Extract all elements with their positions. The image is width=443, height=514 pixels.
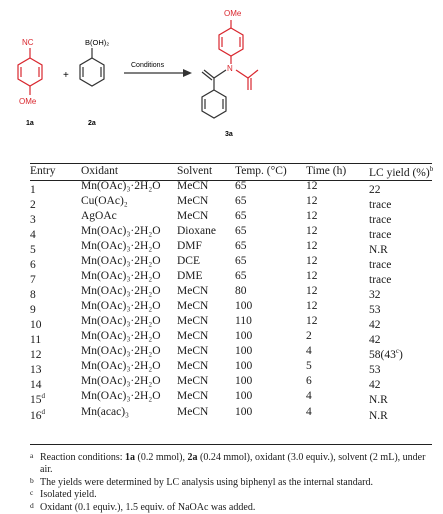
methoxy-group-label: OMe <box>19 97 37 106</box>
header-time: Time (h) <box>306 164 347 177</box>
entry-cell <box>30 301 81 316</box>
temp-cell <box>235 211 306 226</box>
table-bottom-rule <box>30 444 432 445</box>
oxidant-cell <box>81 316 177 331</box>
footnote-mark: a <box>30 451 34 460</box>
temp-cell-text: 100 <box>235 360 253 373</box>
time-cell <box>306 376 369 391</box>
header-yield-text: LC yield (%) <box>369 166 430 179</box>
oxidant-cell-text: Mn(OAc)₃·2H₂O <box>81 330 161 343</box>
entry-cell <box>30 407 81 422</box>
footnote-text: (0.24 mmol), oxidant (3.0 equiv.), solvent (2 mL), under air. <box>40 452 426 476</box>
yield-cell-text: N.R <box>369 394 388 407</box>
product-methoxy-label: OMe <box>224 9 242 18</box>
optimization-table <box>30 163 443 422</box>
temp-cell-text: 65 <box>235 240 247 253</box>
entry-cell <box>30 316 81 331</box>
solvent-cell-text: MeCN <box>177 300 209 313</box>
entry-cell-sup: d <box>41 392 45 401</box>
entry-cell <box>30 391 81 406</box>
table-row <box>30 211 443 226</box>
entry-cell <box>30 181 81 196</box>
temp-cell <box>235 391 306 406</box>
plus-sign: + <box>63 70 69 81</box>
solvent-cell <box>177 301 235 316</box>
time-cell <box>306 286 369 301</box>
entry-cell-text: 6 <box>30 259 36 272</box>
time-cell-text: 4 <box>306 345 312 358</box>
yield-cell <box>369 316 443 331</box>
oxidant-cell <box>81 196 177 211</box>
solvent-cell <box>177 286 235 301</box>
time-cell <box>306 301 369 316</box>
time-cell-text: 12 <box>306 225 318 238</box>
yield-cell <box>369 256 443 271</box>
footnote-text: 1a <box>125 452 135 463</box>
yield-cell-text: 53 <box>369 364 381 377</box>
entry-cell <box>30 361 81 376</box>
oxidant-cell-text: Mn(OAc)₃·2H₂O <box>81 270 161 283</box>
entry-cell-text: 2 <box>30 198 36 211</box>
time-cell-text: 12 <box>306 285 318 298</box>
yield-cell <box>369 211 443 226</box>
oxidant-cell-text: Mn(OAc)₃·2H₂O <box>81 255 161 268</box>
time-cell-text: 5 <box>306 360 312 373</box>
entry-cell-text: 8 <box>30 289 36 302</box>
oxidant-cell-text: Mn(acac)₃ <box>81 405 130 418</box>
yield-cell <box>369 361 443 376</box>
entry-cell-text: 10 <box>30 319 42 332</box>
footnote-mark: c <box>30 488 34 498</box>
temp-cell <box>235 196 306 211</box>
boronic-acid-label: B(OH)₂ <box>85 38 110 47</box>
temp-cell <box>235 241 306 256</box>
footnote <box>30 452 434 477</box>
oxidant-cell <box>81 376 177 391</box>
oxidant-cell <box>81 241 177 256</box>
time-cell-text: 12 <box>306 270 318 283</box>
temp-cell <box>235 286 306 301</box>
oxidant-cell <box>81 181 177 196</box>
time-cell <box>306 241 369 256</box>
table-row <box>30 181 443 196</box>
solvent-cell <box>177 331 235 346</box>
oxidant-cell-text: Mn(OAc)₃·2H₂O <box>81 315 161 328</box>
temp-cell-text: 65 <box>235 225 247 238</box>
reactant-1a-structure <box>18 48 42 95</box>
oxidant-cell <box>81 361 177 376</box>
table-row <box>30 391 443 406</box>
header-oxidant: Oxidant <box>81 164 119 177</box>
yield-cell-text: 32 <box>369 289 381 302</box>
table-row <box>30 316 443 331</box>
entry-cell-text: 9 <box>30 304 36 317</box>
solvent-cell-text: MeCN <box>177 375 209 388</box>
footnote-text: The yields were determined by LC analysis using biphenyl as the internal standard. <box>40 476 373 488</box>
time-cell-text: 12 <box>306 210 318 223</box>
time-cell-text: 2 <box>306 330 312 343</box>
temp-cell-text: 65 <box>235 255 247 268</box>
temp-cell <box>235 181 306 196</box>
oxidant-cell-text: Mn(OAc)₃·2H₂O <box>81 375 161 388</box>
header-yield-sup: b <box>429 165 434 173</box>
yield-cell <box>369 407 443 422</box>
table-row <box>30 226 443 241</box>
table-row <box>30 331 443 346</box>
time-cell <box>306 196 369 211</box>
solvent-cell-text: MeCN <box>177 210 209 223</box>
oxidant-cell <box>81 211 177 226</box>
yield-cell-tail: ) <box>398 349 403 362</box>
oxidant-cell <box>81 271 177 286</box>
oxidant-cell <box>81 256 177 271</box>
entry-cell <box>30 271 81 286</box>
entry-cell-text: 3 <box>30 213 36 226</box>
time-cell <box>306 181 369 196</box>
time-cell <box>306 346 369 361</box>
temp-cell <box>235 376 306 391</box>
temp-cell <box>235 331 306 346</box>
entry-cell-text: 12 <box>30 349 42 362</box>
isocyanide-group-label: NC <box>22 38 34 47</box>
yield-cell-text: 53 <box>369 304 381 317</box>
conditions-label: Conditions <box>131 62 165 69</box>
solvent-cell-text: Dioxane <box>177 225 216 238</box>
solvent-cell-text: MeCN <box>177 405 209 418</box>
time-cell-text: 12 <box>306 240 318 253</box>
temp-cell <box>235 271 306 286</box>
entry-cell-text: 15 <box>30 394 42 407</box>
header-temp: Temp. (°C) <box>235 164 287 177</box>
header-yield <box>369 163 443 181</box>
temp-cell <box>235 346 306 361</box>
solvent-cell <box>177 256 235 271</box>
entry-cell-text: 1 <box>30 183 36 196</box>
temp-cell-text: 100 <box>235 375 253 388</box>
temp-cell-text: 100 <box>235 330 253 343</box>
solvent-cell <box>177 271 235 286</box>
time-cell-text: 12 <box>306 195 318 208</box>
footnote-mark: b <box>30 475 34 485</box>
temp-cell <box>235 256 306 271</box>
temp-cell-text: 100 <box>235 300 253 313</box>
temp-cell <box>235 226 306 241</box>
oxidant-cell-text: Mn(OAc)₃·2H₂O <box>81 225 161 238</box>
oxidant-cell-text: Mn(OAc)₃·2H₂O <box>81 345 161 358</box>
time-cell-text: 4 <box>306 405 312 418</box>
table-body <box>30 181 443 422</box>
solvent-cell <box>177 241 235 256</box>
temp-cell <box>235 361 306 376</box>
oxidant-cell-text: Mn(OAc)₃·2H₂O <box>81 390 161 403</box>
table-row <box>30 196 443 211</box>
solvent-cell <box>177 196 235 211</box>
oxidant-cell-text: Mn(OAc)₃·2H₂O <box>81 300 161 313</box>
yield-cell <box>369 271 443 286</box>
oxidant-cell-text: Cu(OAc)₂ <box>81 195 128 208</box>
temp-cell-text: 65 <box>235 195 247 208</box>
table-row <box>30 361 443 376</box>
entry-cell <box>30 211 81 226</box>
solvent-cell-text: MeCN <box>177 330 209 343</box>
footnote-text: (0.2 mmol), <box>135 452 188 463</box>
solvent-cell <box>177 361 235 376</box>
footnote-text: 2a <box>187 452 198 463</box>
table-row <box>30 346 443 361</box>
entry-cell <box>30 256 81 271</box>
oxidant-cell <box>81 407 177 422</box>
yield-cell <box>369 391 443 406</box>
solvent-cell-text: DME <box>177 270 203 283</box>
entry-cell-text: 13 <box>30 364 42 377</box>
entry-cell-sup: d <box>41 407 45 416</box>
entry-cell <box>30 346 81 361</box>
entry-cell-text: 7 <box>30 274 36 287</box>
compound-1a-label: 1a <box>26 120 34 127</box>
table-row <box>30 271 443 286</box>
entry-cell <box>30 196 81 211</box>
reaction-scheme <box>0 0 443 145</box>
table-row <box>30 286 443 301</box>
temp-cell-text: 110 <box>235 315 252 328</box>
yield-cell-text: trace <box>369 198 392 211</box>
yield-cell <box>369 286 443 301</box>
oxidant-cell-text: Mn(OAc)₃·2H₂O <box>81 180 161 193</box>
time-cell <box>306 407 369 422</box>
table-footnotes <box>30 452 434 514</box>
temp-cell <box>235 316 306 331</box>
footnote-text: Isolated yield. <box>40 489 97 501</box>
time-cell-text: 6 <box>306 375 312 388</box>
time-cell <box>306 391 369 406</box>
time-cell-text: 4 <box>306 390 312 403</box>
oxidant-cell-text: AgOAc <box>81 210 117 223</box>
time-cell <box>306 271 369 286</box>
entry-cell <box>30 376 81 391</box>
time-cell <box>306 361 369 376</box>
table-row <box>30 407 443 422</box>
solvent-cell-text: MeCN <box>177 345 209 358</box>
footnote <box>30 489 434 501</box>
temp-cell <box>235 407 306 422</box>
temp-cell-text: 100 <box>235 405 253 418</box>
oxidant-cell <box>81 286 177 301</box>
time-cell-text: 12 <box>306 315 318 328</box>
temp-cell-text: 100 <box>235 345 253 358</box>
oxidant-cell <box>81 301 177 316</box>
entry-cell-text: 14 <box>30 379 42 392</box>
yield-cell <box>369 226 443 241</box>
yield-cell-sup: c <box>395 347 399 356</box>
oxidant-cell-text: Mn(OAc)₃·2H₂O <box>81 240 161 253</box>
footnote-mark: d <box>30 500 34 510</box>
solvent-cell-text: MeCN <box>177 360 209 373</box>
yield-cell-text: 42 <box>369 334 381 347</box>
yield-cell <box>369 196 443 211</box>
yield-cell <box>369 331 443 346</box>
solvent-cell <box>177 346 235 361</box>
solvent-cell-text: MeCN <box>177 315 209 328</box>
yield-cell <box>369 301 443 316</box>
temp-cell-text: 100 <box>235 390 253 403</box>
table-row <box>30 256 443 271</box>
yield-cell-text: trace <box>369 274 392 287</box>
solvent-cell-text: DMF <box>177 240 202 253</box>
yield-cell <box>369 346 443 361</box>
temp-cell <box>235 301 306 316</box>
oxidant-cell <box>81 226 177 241</box>
compound-2a-label: 2a <box>88 120 96 127</box>
solvent-cell-text: MeCN <box>177 390 209 403</box>
header-entry: Entry <box>30 164 56 177</box>
yield-cell <box>369 181 443 196</box>
oxidant-cell <box>81 391 177 406</box>
yield-cell <box>369 241 443 256</box>
yield-cell-text: trace <box>369 213 392 226</box>
time-cell <box>306 226 369 241</box>
table-header-row <box>30 163 443 181</box>
time-cell-text: 12 <box>306 255 318 268</box>
solvent-cell-text: MeCN <box>177 195 209 208</box>
solvent-cell-text: DCE <box>177 255 200 268</box>
time-cell <box>306 316 369 331</box>
yield-cell-text: 42 <box>369 319 381 332</box>
solvent-cell <box>177 316 235 331</box>
footnote <box>30 477 434 489</box>
footnote <box>30 502 434 514</box>
solvent-cell <box>177 211 235 226</box>
solvent-cell <box>177 376 235 391</box>
solvent-cell <box>177 226 235 241</box>
yield-cell <box>369 376 443 391</box>
yield-cell-text: N.R <box>369 409 388 422</box>
solvent-cell <box>177 407 235 422</box>
temp-cell-text: 65 <box>235 210 247 223</box>
table-row <box>30 376 443 391</box>
solvent-cell <box>177 391 235 406</box>
entry-cell-text: 5 <box>30 243 36 256</box>
footnote-text: Oxidant (0.1 equiv.), 1.5 equiv. of NaOAc was added. <box>40 501 256 513</box>
arrow-head <box>183 69 192 77</box>
entry-cell-text: 16 <box>30 409 42 422</box>
table-row <box>30 241 443 256</box>
yield-cell-text: 58(43 <box>369 349 396 362</box>
yield-cell-text: N.R <box>369 243 388 256</box>
nitrogen-label: N <box>227 64 233 73</box>
footnote-text: Reaction conditions: <box>40 452 125 463</box>
time-cell <box>306 256 369 271</box>
oxidant-cell-text: Mn(OAc)₃·2H₂O <box>81 285 161 298</box>
yield-cell-text: 22 <box>369 183 381 196</box>
time-cell <box>306 211 369 226</box>
entry-cell <box>30 226 81 241</box>
entry-cell <box>30 241 81 256</box>
header-solvent: Solvent <box>177 164 213 177</box>
oxidant-cell-text: Mn(OAc)₃·2H₂O <box>81 360 161 373</box>
temp-cell-text: 65 <box>235 180 247 193</box>
solvent-cell <box>177 181 235 196</box>
time-cell-text: 12 <box>306 300 318 313</box>
entry-cell <box>30 331 81 346</box>
compound-3a-label: 3a <box>225 131 233 138</box>
oxidant-cell <box>81 331 177 346</box>
solvent-cell-text: MeCN <box>177 180 209 193</box>
time-cell-text: 12 <box>306 180 318 193</box>
table-row <box>30 301 443 316</box>
entry-cell <box>30 286 81 301</box>
time-cell <box>306 331 369 346</box>
temp-cell-text: 80 <box>235 285 247 298</box>
entry-cell-text: 4 <box>30 228 36 241</box>
reactant-2a-structure <box>80 48 104 86</box>
oxidant-cell <box>81 346 177 361</box>
entry-cell-text: 11 <box>30 334 42 347</box>
yield-cell-text: 42 <box>369 379 381 392</box>
solvent-cell-text: MeCN <box>177 285 209 298</box>
temp-cell-text: 65 <box>235 270 247 283</box>
yield-cell-text: trace <box>369 228 392 241</box>
yield-cell-text: trace <box>369 259 392 272</box>
